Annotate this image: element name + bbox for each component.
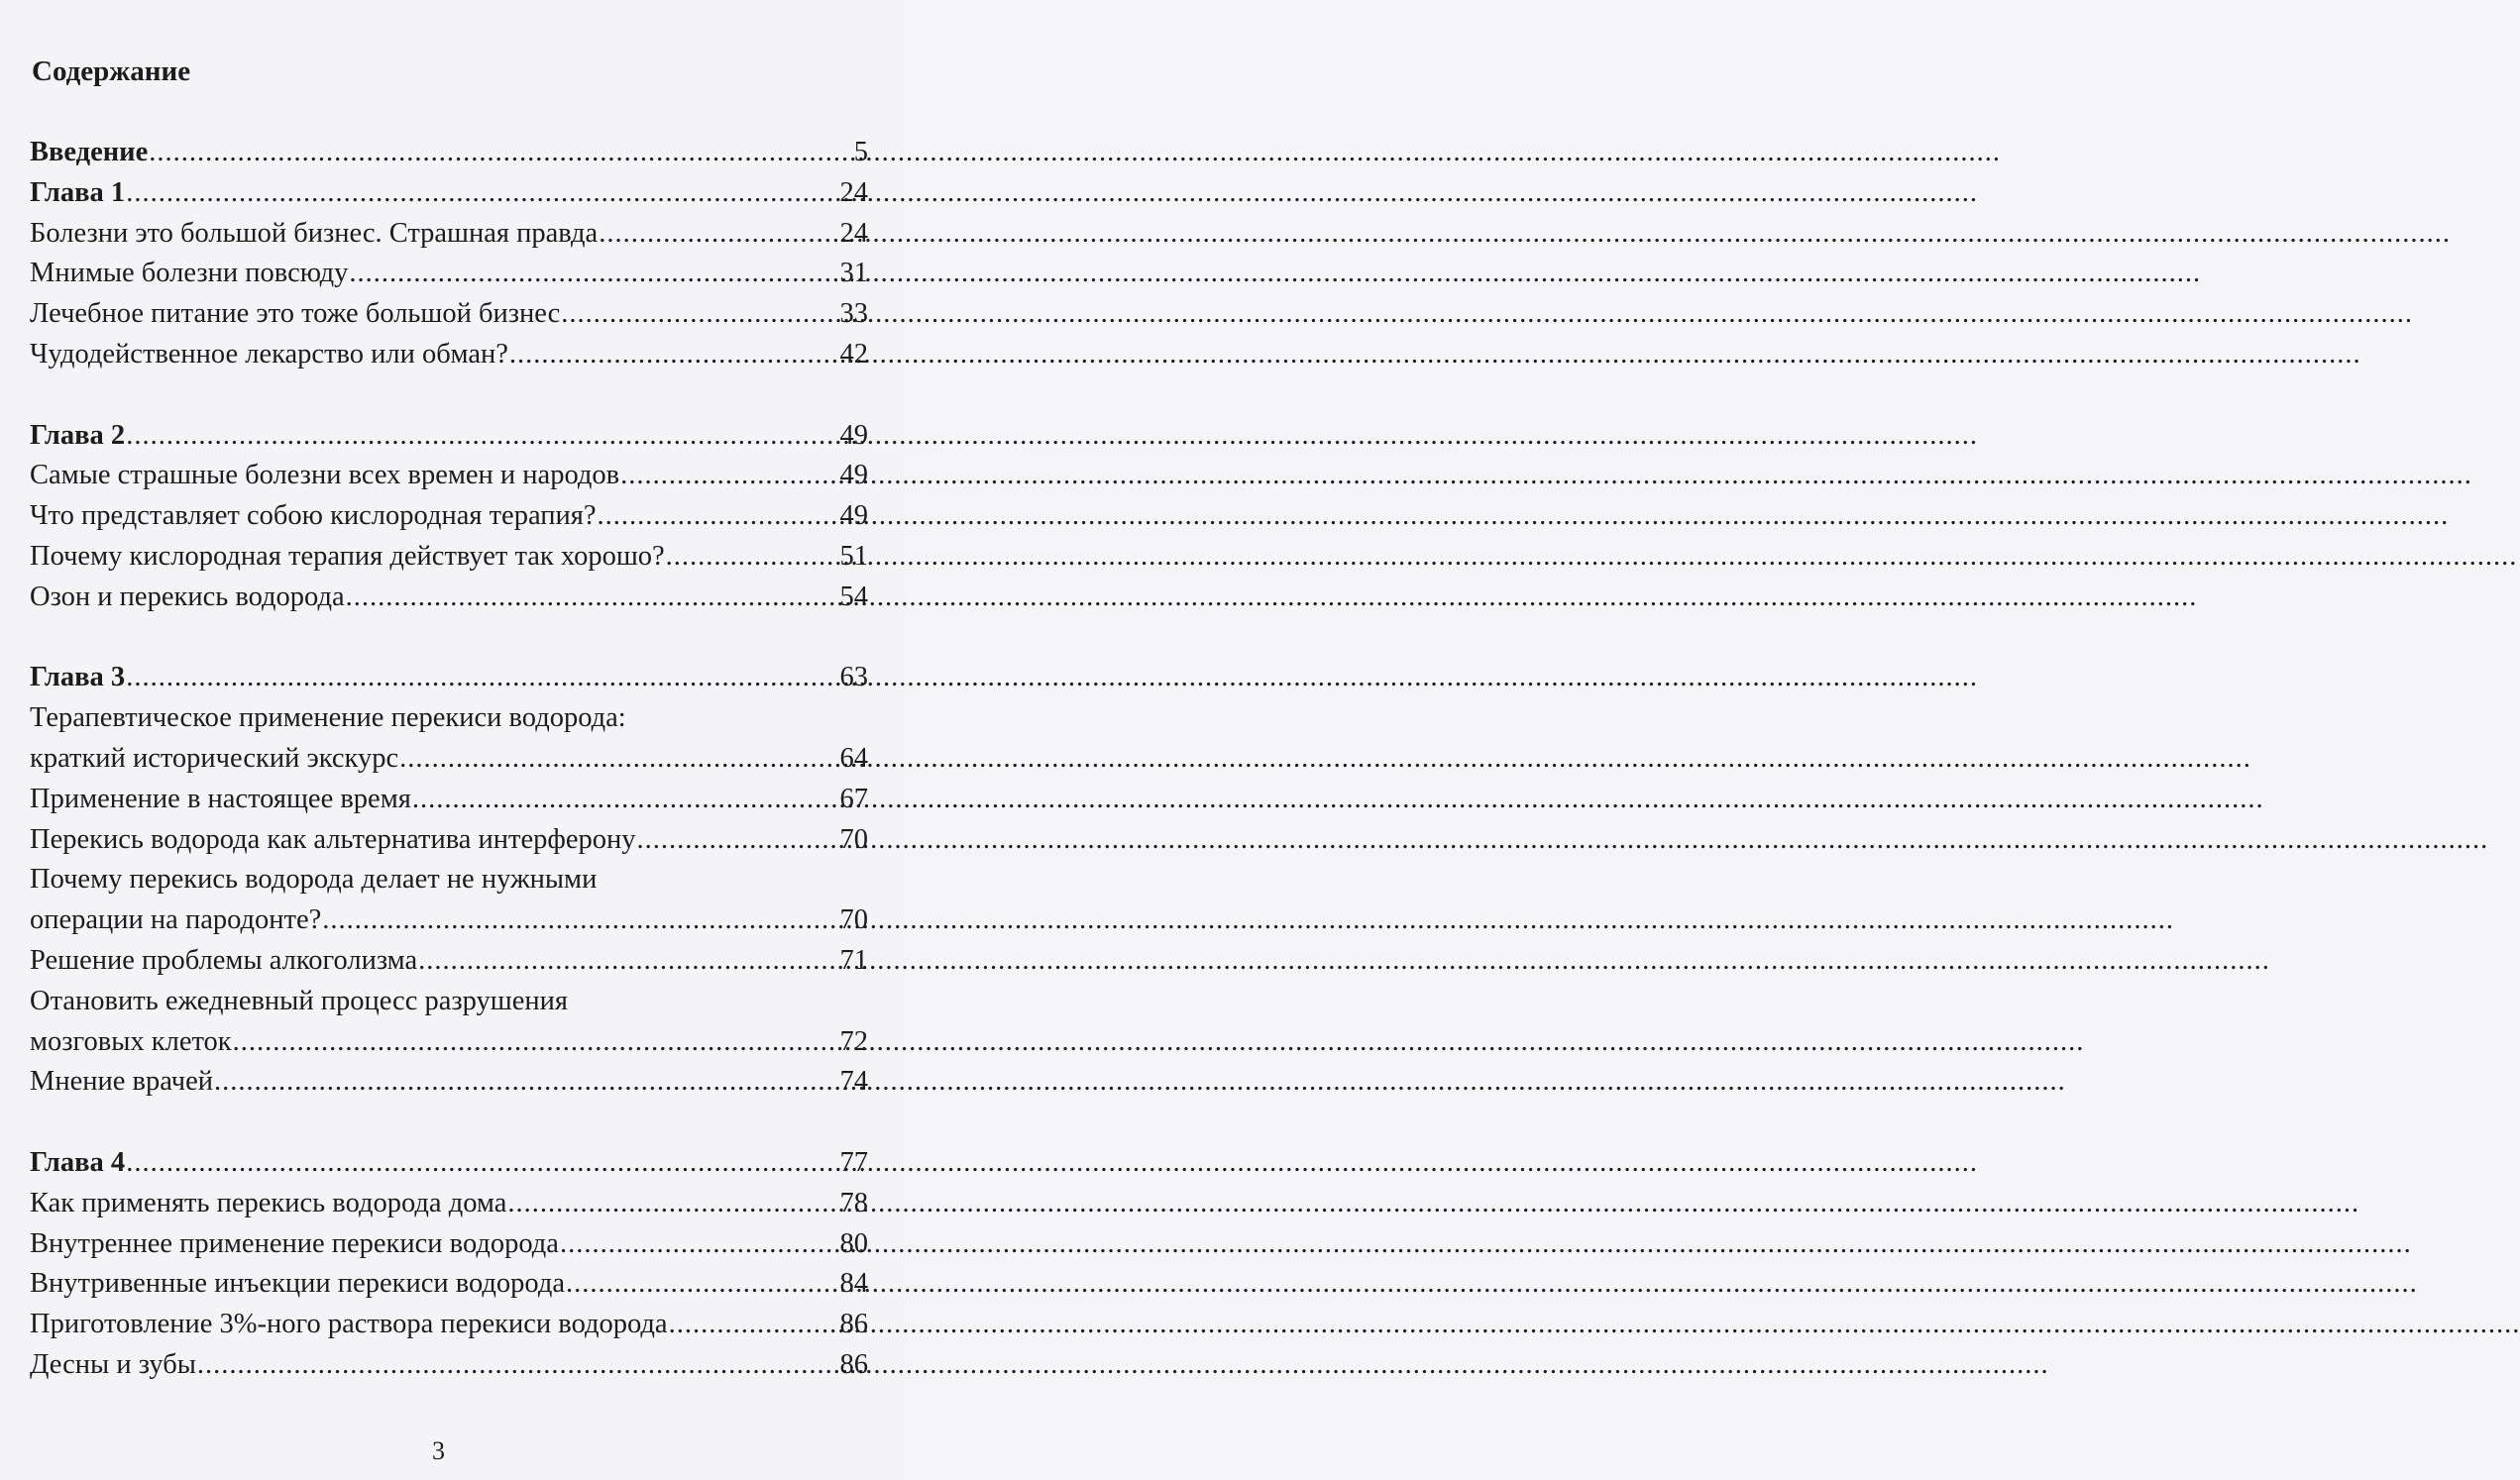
toc-spacer [30,618,868,659]
toc-spacer [30,375,868,416]
toc-page-number: 84 [839,1268,868,1300]
toc-entry-label: Перекись водорода как альтернатива интерферону [30,823,636,855]
toc-spacer [30,1103,868,1143]
toc-entry [30,1305,868,1345]
dot-leader [509,335,839,375]
toc-page-number: 49 [839,500,868,532]
dot-leader [349,254,838,294]
dot-leader [566,1264,839,1305]
toc-entry [30,496,868,537]
toc-line [30,698,868,739]
toc-chapter [30,658,868,698]
dot-leader [214,1062,839,1103]
toc-page-number: 80 [839,1227,868,1259]
toc-entry-label: Внутривенные инъекции перекиси водорода [30,1268,565,1300]
dot-leader [598,496,839,537]
toc-page-number: 78 [839,1187,868,1218]
dot-leader [599,214,838,255]
toc-page-number: 5 [853,137,868,167]
toc-entry [30,900,868,941]
toc-entry-label: Применение в настоящее время [30,783,411,814]
toc-entry [30,820,868,861]
dot-leader [507,1184,838,1224]
dot-leader [126,416,838,457]
dot-leader [197,1345,839,1386]
toc-entry-label: Как применять перекись водорода дома [30,1187,507,1218]
dot-leader [560,1224,839,1265]
document-page [0,0,906,1480]
toc-page-number: 77 [839,1146,868,1178]
toc-entry [30,578,868,618]
toc-entry [30,780,868,820]
toc-entry-label: Введение [30,137,149,167]
toc-chapter [30,133,868,173]
toc-entry-label: Приготовление 3%-ного раствора перекиси водорода [30,1309,668,1340]
toc-entry [30,214,868,255]
toc-chapter [30,1143,868,1184]
toc-entry-label: операции на пародонте? [30,904,322,936]
toc-title: Содержание [32,55,191,87]
toc-page-number: 67 [839,783,868,814]
toc-entry [30,537,868,578]
toc-chapter [30,173,868,214]
toc-entry [30,739,868,780]
toc-entry-label: Глава 4 [30,1146,126,1178]
toc-entry-label: Глава 2 [30,419,126,451]
toc-entry-label: Лечебное питание это тоже большой бизнес [30,298,561,330]
dot-leader [620,456,838,496]
toc-page-number: 54 [839,581,868,612]
dot-leader [149,133,853,173]
dot-leader [399,739,838,780]
toc-page-number: 31 [839,258,868,289]
toc-entry-label: Решение проблемы алкоголизма [30,944,418,976]
toc-line [30,982,868,1022]
toc-entry [30,1264,868,1305]
toc-page-number: 70 [839,823,868,855]
toc-entry-label: мозговых клеток [30,1025,232,1057]
toc-entry-label: Озон и перекись водорода [30,581,345,612]
toc-entry [30,294,868,335]
toc-page-number: 33 [839,298,868,330]
toc-line [30,860,868,900]
toc-chapter [30,416,868,457]
toc-page-number: 51 [839,540,868,572]
toc-entry-label: Что представляет собою кислородная терапия? [30,500,597,532]
toc-page-number: 64 [839,742,868,774]
toc-entry-label: Самые страшные болезни всех времен и народов [30,460,620,491]
toc-page-number: 49 [839,460,868,491]
toc-page-number: 86 [839,1348,868,1380]
toc-entry [30,1224,868,1265]
toc-entry-label: Десны и зубы [30,1348,196,1380]
page-number: 3 [432,1436,445,1465]
toc-page-number: 24 [839,176,868,208]
toc-entry [30,1062,868,1103]
toc-page-number: 72 [839,1025,868,1057]
toc-page-number: 71 [839,944,868,976]
toc-list [30,133,868,1386]
toc-entry-label: Болезни это большой бизнес. Страшная правда [30,217,599,249]
dot-leader [666,537,839,578]
toc-entry [30,456,868,496]
toc-entry [30,941,868,982]
toc-entry [30,1022,868,1063]
dot-leader [126,173,838,214]
toc-page-number: 49 [839,419,868,451]
toc-entry-label: Почему кислородная терапия действует так хорошо? [30,540,665,572]
toc-entry-label: Мнение врачей [30,1066,213,1098]
dot-leader [418,941,838,982]
toc-entry [30,1184,868,1224]
toc-entry-label: краткий исторический экскурс [30,742,399,774]
toc-page-number: 70 [839,904,868,936]
dot-leader [126,1143,838,1184]
toc-page-number: 63 [839,662,868,693]
toc-page-number: 24 [839,217,868,249]
dot-leader [126,658,838,698]
dot-leader [322,900,838,941]
dot-leader [346,578,839,618]
toc-page-number: 42 [839,338,868,370]
toc-entry-label: Чудодейственное лекарство или обман? [30,338,508,370]
toc-entry [30,335,868,375]
toc-entry-label: Глава 3 [30,662,126,693]
toc-entry-label: Глава 1 [30,176,126,208]
toc-page-number: 86 [839,1309,868,1340]
dot-leader [561,294,838,335]
toc-entry [30,254,868,294]
dot-leader [669,1305,839,1345]
toc-entry-label: Внутреннее применение перекиси водорода [30,1227,559,1259]
dot-leader [412,780,839,820]
toc-entry-label: Мнимые болезни повсюду [30,258,349,289]
toc-page-number: 74 [839,1066,868,1098]
dot-leader [637,820,839,861]
toc-entry-label: Отановить ежедневный процесс разрушения [30,985,568,1016]
toc-entry [30,1345,868,1386]
toc-entry-label: Почему перекись водорода делает не нужными [30,864,598,896]
toc-entry-label: Терапевтическое применение перекиси водорода: [30,702,626,734]
dot-leader [233,1022,839,1063]
